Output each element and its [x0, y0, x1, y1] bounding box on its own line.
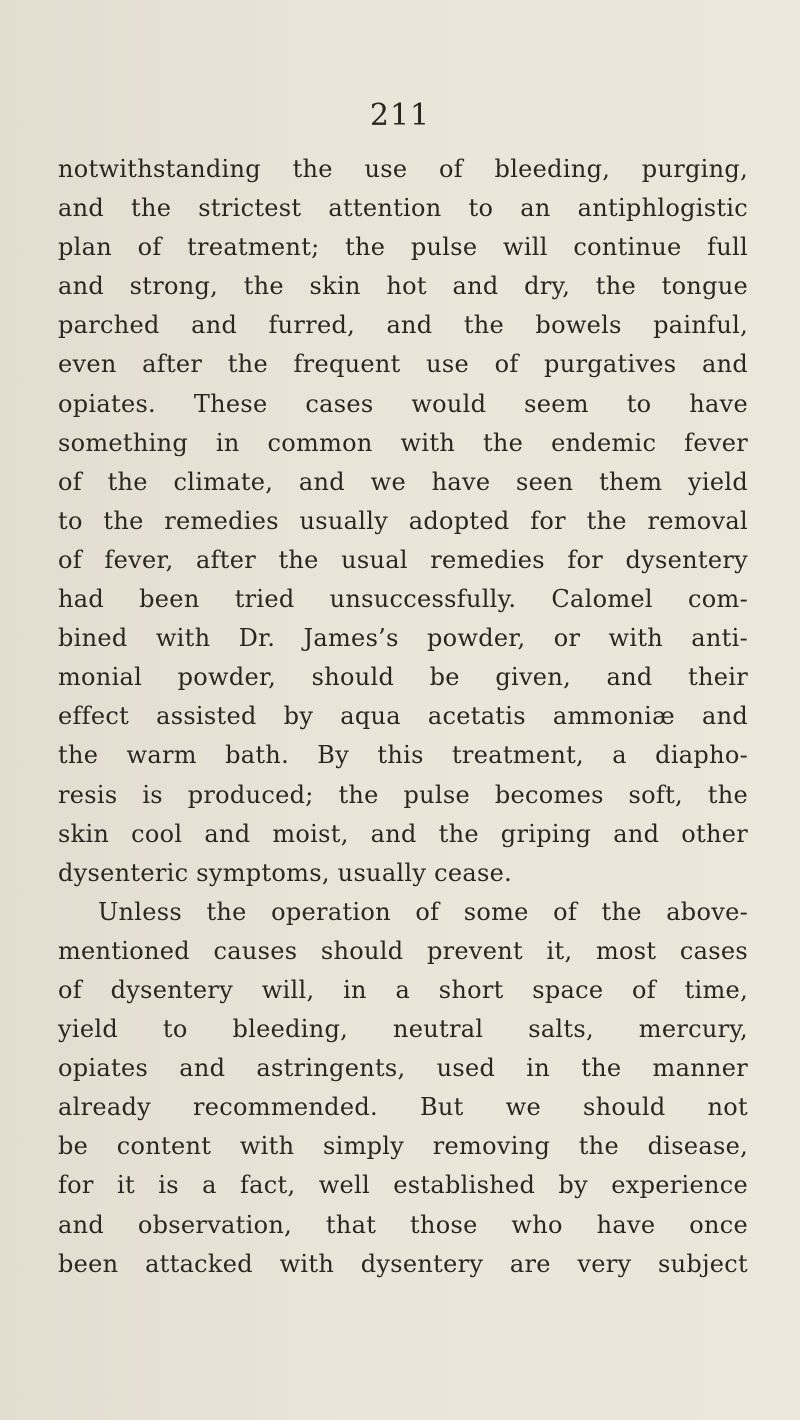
text-line: monial powder, should be given, and their [58, 663, 748, 692]
paragraph-start-line: Unless the operation of some of the above- [98, 897, 748, 926]
text-line: already recommended. But we should not [58, 1093, 748, 1122]
text-line: and observation, that those who have once [58, 1210, 748, 1239]
text-line: and the strictest attention to an antiphlogistic [58, 194, 748, 223]
text-line: opiates. These cases would seem to have [58, 389, 748, 418]
body-text [58, 150, 748, 1284]
text-line: been attacked with dysentery are very subject [58, 1249, 748, 1278]
text-line: be content with simply removing the disease, [58, 1132, 748, 1161]
text-line: notwithstanding the use of bleeding, purging, [58, 155, 748, 183]
text-line: even after the frequent use of purgatives and [58, 350, 748, 379]
text-line: something in common with the endemic fever [58, 428, 748, 457]
text-line: effect assisted by aqua acetatis ammoniæ and [58, 702, 748, 731]
text-line: plan of treatment; the pulse will continue full [58, 233, 748, 262]
text-line: mentioned causes should prevent it, most cases [58, 936, 748, 965]
text-line: to the remedies usually adopted for the removal [58, 506, 748, 535]
paragraph-end-line: dysenteric symptoms, usually cease. [58, 858, 513, 887]
text-line: for it is a fact, well established by experience [58, 1171, 748, 1200]
text-line: of dysentery will, in a short space of time, [58, 975, 748, 1004]
text-line: opiates and astringents, used in the manner [58, 1054, 748, 1083]
text-line: had been tried unsuccessfully. Calomel com- [58, 585, 748, 614]
text-line: of the climate, and we have seen them yield [58, 467, 748, 496]
text-line: parched and furred, and the bowels painful, [58, 311, 748, 340]
text-line: yield to bleeding, neutral salts, mercury, [58, 1015, 748, 1044]
text-line: of fever, after the usual remedies for dysentery [58, 545, 748, 574]
text-line: and strong, the skin hot and dry, the tongue [58, 272, 748, 301]
page-number: 211 [369, 98, 431, 133]
text-line: skin cool and moist, and the griping and other [58, 819, 748, 848]
text-line: resis is produced; the pulse becomes soft, the [58, 780, 748, 809]
text-line: bined with Dr. James’s powder, or with anti- [58, 624, 748, 653]
text-line: the warm bath. By this treatment, a diapho- [58, 741, 748, 770]
